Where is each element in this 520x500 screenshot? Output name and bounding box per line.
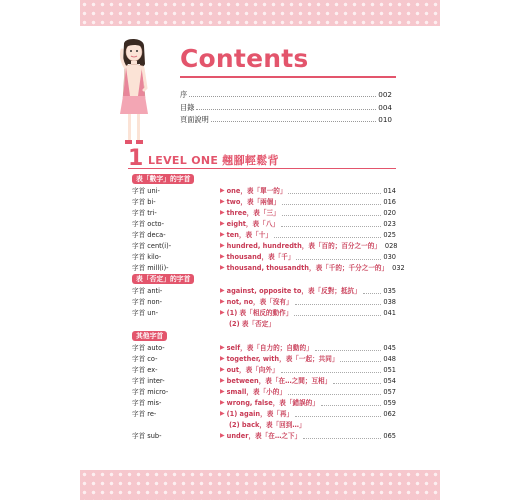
meaning-text: eight，表「八」 [226,220,279,228]
arrow-icon: ▶ [220,410,225,417]
meaning-entry [220,409,396,419]
meaning-entry [220,230,396,240]
meaning-entry [220,365,396,375]
arrow-icon: ▶ [220,287,225,294]
meaning-text: (2) back，表「回到…」 [229,421,306,429]
page-number: 014 [383,187,396,195]
prefix-label: 字首 re- [132,410,157,418]
leader-dots [363,293,382,294]
meaning-text: (2) 表「否定」 [229,320,275,328]
meaning-entry [220,343,396,353]
arrow-icon: ▶ [220,187,225,194]
prefix-label: 字首 deca- [132,231,166,239]
page-number: 065 [383,432,396,440]
page-number: 016 [383,198,396,206]
leader-dots [281,372,382,373]
meaning-entry [220,308,396,318]
prefix-label: 字首 bi- [132,198,156,206]
leader-dots [282,215,382,216]
page-number: 059 [383,399,396,407]
leader-dots [296,259,381,260]
page-number: 062 [383,410,396,418]
toc-label: 頁面說明 [180,115,209,124]
meaning-text: not, no，表「沒有」 [226,298,293,306]
front-matter-item[interactable] [180,100,392,112]
prefix-label: 字首 mill(i)- [132,264,169,272]
prefix-label: 字首 un- [132,309,159,317]
leader-dots [282,204,381,205]
toc-row[interactable] [132,263,405,273]
meaning-text: thousand, thousandth，表「千的；千分之一的」 [226,264,389,272]
meaning-entry [220,376,396,386]
toc-row[interactable] [132,387,396,397]
meaning-entry [220,398,396,408]
arrow-icon: ▶ [220,388,225,395]
prefix-label: 字首 cent(i)- [132,242,172,250]
leader-dots [295,304,382,305]
toc-label: 序 [180,90,188,99]
leader-dots [303,438,381,439]
leader-dots [294,315,381,316]
arrow-icon: ▶ [220,298,225,305]
toc-row[interactable] [132,365,396,375]
page-number: 048 [383,355,396,363]
page-number: 038 [383,298,396,306]
meaning-entry [220,263,405,273]
arrow-icon: ▶ [220,344,225,351]
toc-row[interactable] [132,219,396,229]
front-matter-item[interactable] [180,112,392,124]
prefix-label: 字首 auto- [132,344,165,352]
meaning-entry [220,219,396,229]
page-number: 045 [383,344,396,352]
front-matter-item[interactable] [180,87,392,99]
page-number: 023 [383,220,396,228]
page-number: 028 [384,242,398,250]
meaning-text: against, opposite to，表「反對；抵抗」 [226,287,361,295]
chapter-rule [128,168,396,169]
toc-row[interactable] [132,297,396,307]
toc-page: 002 [378,90,392,99]
page-number: 035 [383,287,396,295]
prefix-label: 字首 octo- [132,220,165,228]
page-number: 054 [383,377,396,385]
page-number: 030 [383,253,396,261]
toc-row[interactable] [132,208,396,218]
meaning-text: hundred, hundredth，表「百的；百分之一的」 [226,242,381,250]
bottom-decorative-band [80,470,440,500]
arrow-icon: ▶ [220,231,225,238]
toc-row[interactable] [132,197,396,207]
prefix-label: 字首 tri- [132,209,157,217]
toc-row[interactable] [132,186,396,196]
meaning-text: together, with，表「一起；共同」 [226,355,339,363]
toc-page: 004 [378,102,392,112]
arrow-icon: ▶ [220,432,225,439]
leader-dots [295,416,381,417]
leader-dots [340,361,381,362]
leader-dots [288,394,381,395]
section-heading: 其他字首 [132,331,167,341]
leader-dots [211,121,377,122]
arrow-icon: ▶ [220,366,225,373]
page-number: 041 [383,309,396,317]
meaning-entry [220,208,396,218]
toc-row[interactable] [132,354,396,364]
toc-row[interactable] [132,376,396,386]
chapter-title: LEVEL ONE 翹腳輕鬆背 [148,154,279,167]
meaning-entry [220,286,396,296]
toc-row[interactable] [132,343,396,353]
meaning-text: three，表「三」 [226,209,280,217]
toc-row[interactable] [132,286,396,296]
toc-label: 目錄 [180,102,195,112]
arrow-icon: ▶ [220,399,225,406]
arrow-icon: ▶ [220,242,225,249]
meaning-text: under，表「在…之下」 [226,432,302,440]
meaning-entry [220,354,396,364]
leader-dots [189,96,376,97]
page-title: Contents [180,44,309,73]
toc-row[interactable] [132,319,396,329]
leader-dots [281,226,382,227]
arrow-icon: ▶ [220,264,225,271]
toc-row[interactable] [132,409,396,419]
toc-row[interactable] [132,241,396,251]
page-number: 020 [383,209,396,217]
girl-illustration [110,36,158,148]
arrow-icon: ▶ [220,253,225,260]
leader-dots [315,350,382,351]
meaning-text: out，表「向外」 [226,366,279,374]
page-number: 025 [383,231,396,239]
meaning-entry [220,387,396,397]
toc-row[interactable] [132,252,396,262]
meaning-entry [220,297,396,307]
arrow-icon: ▶ [220,209,225,216]
meaning-entry [220,252,396,262]
prefix-label: 字首 inter- [132,377,165,385]
meaning-text: one，表「單一的」 [226,187,287,195]
toc-row[interactable] [132,308,396,318]
meaning-entry [220,241,396,251]
meaning-text: (1) again，表「再」 [226,410,294,418]
prefix-label: 字首 ex- [132,366,158,374]
section-heading: 表「否定」的字首 [132,274,194,284]
meaning-text: self，表「自力的；自動的」 [226,344,313,352]
meaning-text: small，表「小的」 [226,388,286,396]
prefix-label: 字首 co- [132,355,158,363]
top-decorative-band [80,0,440,26]
arrow-icon: ▶ [220,220,225,227]
meaning-text: two，表「兩個」 [226,198,280,206]
toc-page: 010 [378,115,392,124]
prefix-label: 字首 sub- [132,432,162,440]
meaning-text: ten，表「十」 [226,231,272,239]
toc-row[interactable] [132,431,396,441]
page-number: 057 [383,388,396,396]
meaning-entry [220,197,396,207]
prefix-label: 字首 non- [132,298,163,306]
meaning-entry [229,319,396,329]
toc-row[interactable] [132,420,396,430]
section-heading: 表「數字」的字首 [132,174,194,184]
page-number: 051 [383,366,396,374]
prefix-label: 字首 micro- [132,388,169,396]
page-number: 032 [392,264,405,272]
leader-dots [321,405,382,406]
arrow-icon: ▶ [220,355,225,362]
leader-dots [274,237,381,238]
meaning-text: between，表「在…之間；互相」 [226,377,332,385]
prefix-label: 字首 uni- [132,187,160,195]
leader-dots [196,109,376,110]
prefix-label: 字首 kilo- [132,253,162,261]
leader-dots [288,193,381,194]
chapter-number: 1 [128,146,144,171]
toc-row[interactable] [132,230,396,240]
prefix-label: 字首 anti- [132,287,163,295]
meaning-entry [220,431,396,441]
meaning-entry [220,186,396,196]
meaning-text: thousand，表「千」 [226,253,295,261]
meaning-entry [229,420,396,430]
arrow-icon: ▶ [220,309,225,316]
title-underline [180,76,396,78]
meaning-text: wrong, false，表「錯誤的」 [226,399,319,407]
arrow-icon: ▶ [220,198,225,205]
leader-dots [333,383,381,384]
arrow-icon: ▶ [220,377,225,384]
toc-row[interactable] [132,398,396,408]
meaning-text: (1) 表「相反的動作」 [226,309,293,317]
prefix-label: 字首 mis- [132,399,162,407]
